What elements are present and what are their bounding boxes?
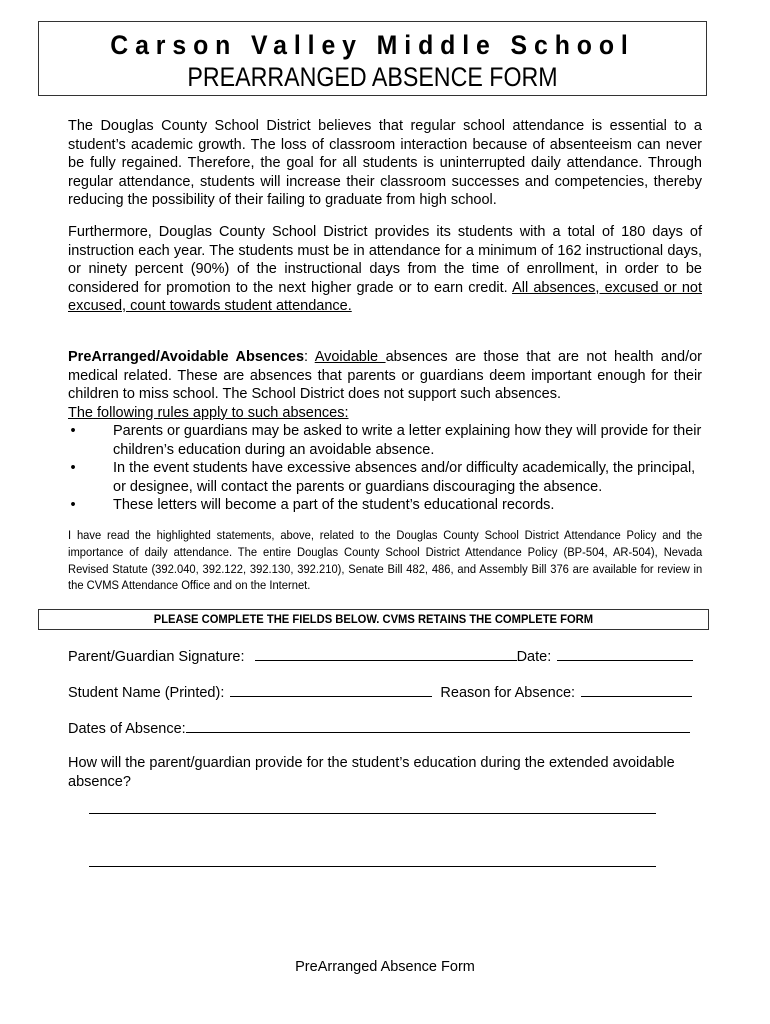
acknowledgement-statement: I have read the highlighted statements, above, related to the Douglas County School District Attendance Policy and the importance of daily attendance. The entire Douglas County School District Attendance Policy (BP-504, AR-504), Nevada Revised Statute (392.040, 392.122, 392.130, 392.210), Senate Bill 482, 486, and Assembly Bill 376 are available for review in the CVMS Attendance Office and on the Internet. [68, 528, 703, 593]
reason-label: Reason for Absence: [440, 685, 576, 701]
student-name-label: Student Name (Printed): [68, 685, 225, 701]
intro-paragraph-2-text: Furthermore, Douglas County School District provides its students with a total of 180 days of instruction each year. The students must be in attendance for a minimum of 162 instructional days, or ninety percent (90%) of the instructional days from the time of enrollment, in order to be considered for promotion to the next higher grade or to earn credit. [68, 224, 702, 296]
reason-field[interactable] [581, 682, 692, 697]
date-field[interactable] [557, 646, 693, 661]
list-item [68, 459, 702, 496]
page-footer: PreArranged Absence Form [295, 959, 475, 975]
rule-text: In the event students have excessive absences and/or difficulty academically, the principal, or designee, will contact the parents or guardians discouraging the absence. [113, 460, 696, 495]
rule-text: Parents or guardians may be asked to write a letter explaining how they will provide for their children’s education during an avoidable absence. [113, 423, 702, 458]
bullet-icon: • [70, 460, 76, 476]
list-item [68, 496, 702, 515]
policy-heading: PreArranged/Avoidable Absences [68, 349, 305, 365]
education-question: How will the parent/guardian provide for the student’s education during the extended avoidable absence? [68, 755, 675, 790]
student-name-field[interactable] [230, 682, 432, 697]
instruction-text: PLEASE COMPLETE THE FIELDS BELOW. CVMS RETAINS THE COMPLETE FORM [153, 612, 594, 626]
policy-section [68, 348, 702, 515]
dates-field[interactable] [186, 718, 690, 733]
bullet-icon: • [70, 423, 76, 439]
parent-signature-label: Parent/Guardian Signature: [68, 649, 245, 665]
policy-paragraph [68, 348, 702, 404]
parent-signature-field[interactable] [255, 646, 517, 661]
intro-paragraph-2 [68, 223, 702, 316]
rules-list [68, 422, 702, 515]
rule-text: These letters will become a part of the student’s educational records. [113, 497, 555, 513]
instruction-box [38, 609, 709, 630]
list-item [68, 422, 702, 459]
intro-paragraph-1: The Douglas County School District believes that regular school attendance is essential to a student’s academic growth. The loss of classroom interaction because of absenteeism can never be fully regained. Therefore, the goal for all students is uninterrupted daily attendance. Through regular attendance, students will increase their classroom successes and competencies, thereby reducing the possibility of their failing to graduate from high school. [68, 118, 702, 208]
rules-heading: The following rules apply to such absences: [68, 404, 349, 421]
policy-colon: : [304, 349, 315, 365]
date-label: Date: [516, 649, 552, 665]
signature-row [68, 646, 693, 666]
attendance-emphasis: All absences, excused or not excused, count towards student attendance. [68, 279, 702, 314]
form-title: PREARRANGED ABSENCE FORM [187, 62, 558, 92]
avoidable-word: Avoidable [314, 349, 386, 365]
dates-label: Dates of Absence: [68, 721, 186, 737]
policy-text: absences are those that are not health and/or medical related. These are absences that parents or guardians deem important enough for their children to miss school. The School District does not support such absences. [68, 349, 703, 402]
school-name: Carson Valley Middle School [110, 30, 635, 60]
bullet-icon: • [70, 497, 76, 513]
answer-line-2[interactable] [89, 866, 656, 867]
student-row [68, 682, 692, 702]
title-box [38, 21, 707, 96]
answer-line-1[interactable] [89, 813, 656, 814]
dates-row [68, 718, 690, 738]
